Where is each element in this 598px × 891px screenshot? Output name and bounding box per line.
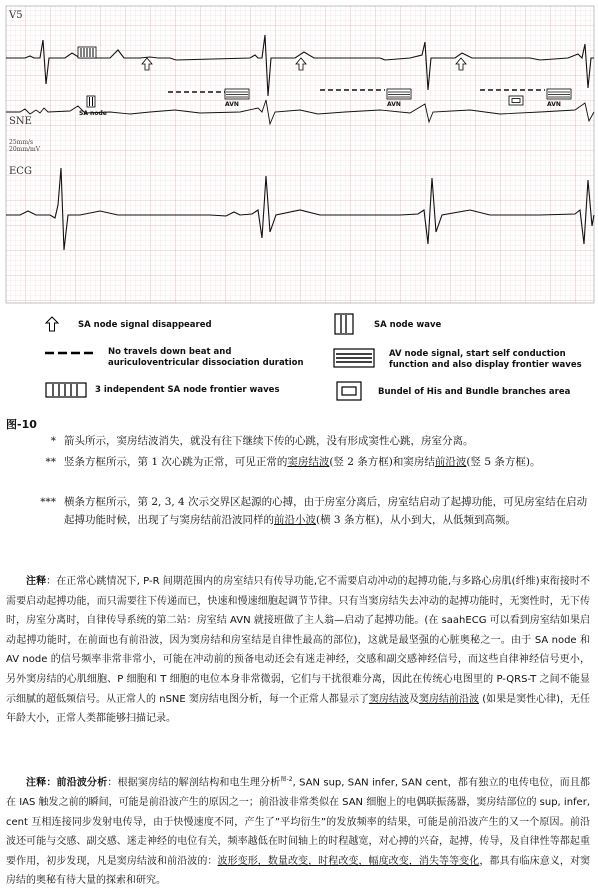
avn-label-3: AVN <box>547 101 561 108</box>
sa-node-wave-marker <box>87 96 95 107</box>
frontier-waves-marker <box>78 47 96 58</box>
legend <box>0 308 598 408</box>
note-mark: * <box>50 435 56 447</box>
speed-label-2: 20mm/mV <box>9 146 41 153</box>
his-bundle-icon <box>336 381 362 401</box>
avn-label-2: AVN <box>387 101 401 108</box>
sa-node-wave-icon <box>334 313 354 335</box>
annotation-label: 注释：前沿波分析 <box>26 777 108 789</box>
speed-label-1: 25mm/s <box>9 139 34 146</box>
annotation-paragraph-2: 注释：前沿波分析：根据窦房结的解剖结构和电生理分析$^{图-2}$, SAN sup, SAN infer, SAN cent，都有独立的电传电位，而且都在 IAS 触发之前的瞬间，可能是前沿波产生的原因之一；前沿波非常类似在 SAN 细胞上的电偶联振荡器，窦房结部位的 sup, infer, cent 互相连接同步发射电传导，由于快慢速度不同，产生了”平均衍生”的发放频率的结果，可能是前沿波产生的又一个原因。前沿波还可能与交感、副交感、迷走神经的电位有关，频率越低在时间轴上的时程越宽，对心搏的兴奋，起搏，传导，及自律性等都起重要作用，初步发现，凡是窦房结波和前沿波的：波形变形，数量改变，时程改变，幅度改变，消失等等变化，都具有临床意义，对窦房结的奥秘有待大量的探索和研究。 <box>6 776 591 887</box>
sne-label: SNE <box>9 116 32 127</box>
legend-text-6: Bundel of His and Bundle branches area <box>378 387 571 397</box>
avn-box-icon <box>333 348 375 368</box>
ecg-strip <box>0 0 598 305</box>
his-bundle-markers <box>509 96 523 105</box>
legend-text-1: SA node signal disappeared <box>78 320 212 330</box>
annotation-label: 注释 <box>26 576 47 587</box>
figure-title: 图-10 <box>6 418 37 431</box>
frontier-waves-icon <box>45 382 87 398</box>
v5-label: V5 <box>9 10 23 21</box>
note-mark: ** <box>45 456 56 468</box>
note-text: 竖条方框所示，第 1 次心跳为正常，可见正常的窦房结波(竖 2 条方框)和窦房结前沿波(竖 5 条方框)。 <box>64 456 541 468</box>
note-2 <box>0 453 598 493</box>
arrow-up-outline-icon <box>45 316 59 332</box>
legend-text-5: 3 independent SA node frontier waves <box>95 385 280 395</box>
note-3 <box>0 493 598 553</box>
note-text: 横条方框所示，第 2, 3, 4 次示交界区起源的心搏，由于房室分离后，房室结启动了起搏功能，可见房室结在启动起搏功能时候，出现了与窦房结前沿波同样的前沿小波(横 3 条方框)，从小到大，从低频到高频。 <box>64 496 588 526</box>
note-1 <box>0 432 598 450</box>
ecg-label: ECG <box>9 166 32 177</box>
ecg-grid <box>0 0 598 305</box>
legend-text-4: AV node signal, start self conduction function and also display frontier waves <box>389 349 582 370</box>
avn-label-1: AVN <box>225 101 239 108</box>
note-mark: *** <box>40 496 56 508</box>
dashed-line-icon <box>45 350 95 356</box>
annotation-paragraph-1: 注释：在正常心跳情况下, P-R 间期范围内的房室结只有传导功能,它不需要启动冲动的起搏功能,与多路心房肌(纤维)束衔接时不需要启动起搏功能，而只需要往下传递而已，快速和慢速细胞起调节节律。只有当窦房结失去冲动的起搏功能时，无窦性时，无下传时，房室分离时，自律传导系统的第二站：房室结 AVN 就接班做了主人翁—启动了起搏功能。(在 saahECG 可以看到房室结如果启动起搏功能时，在前面也有前沿波，因为窦房结和房室结是自律性最高的部位)，这就是最坚强的心脏奥秘之一。由于 SA node 和 AV node 的信号频率非常非常小，可能在冲动前的预备电动还会有迷走神经，交感和副交感神经信号，而这些自律神经信号更小，另外窦房结的心肌细胞、P 细胞和 T 细胞的电位本身非常微弱，它们与干扰很难分离，因此在传统心电图里的 P-QRS-T 之间不能显示细腻的超低频信号。从正常人的 nSNE 窦房结电图分析，每一个正常人都显示了窦房结波及窦房结前沿波 (如果是窦性心律)，无任年龄大小，正常人类都能够扫描记录。 <box>6 576 591 725</box>
note-text: 箭头所示，窦房结波消失，就没有往下继续下传的心跳，没有形成窦性心跳，房室分离。 <box>64 435 474 447</box>
legend-text-3: No travels down beat and auriculoventricular dissociation duration <box>108 347 304 368</box>
sa-node-label: SA node <box>79 110 107 117</box>
legend-text-2: SA node wave <box>374 320 442 330</box>
